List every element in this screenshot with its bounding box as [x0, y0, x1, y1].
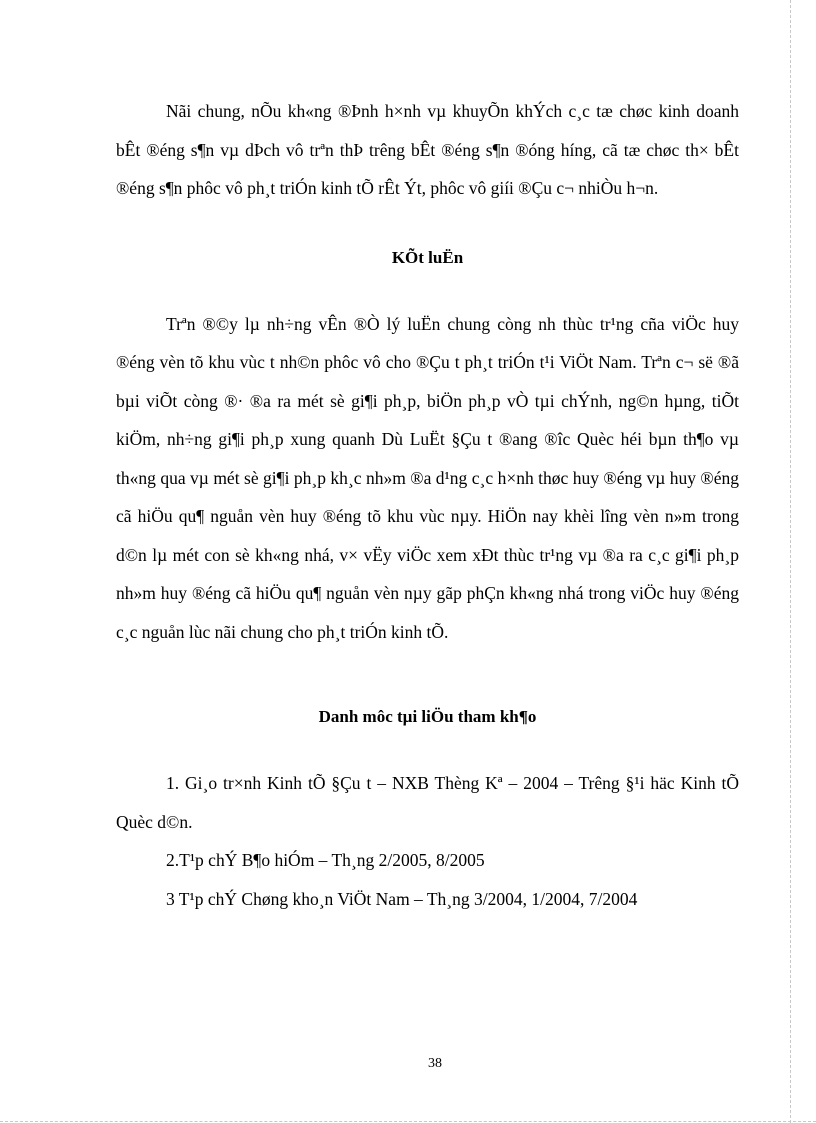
heading-references: Danh môc tµi liÖu tham kh¶o — [318, 707, 537, 726]
reference-item: 1. Gi¸o tr×nh Kinh tÕ §Çu t – NXB Thèng Kª – 2004 – Trêng §¹i häc Kinh tÕ Quèc d©n. — [116, 773, 739, 832]
reference-item: 3 T¹p chÝ Chøng kho¸n ViÖt Nam – Th¸ng 3/2004, 1/2004, 7/2004 — [166, 888, 638, 909]
page-border-bottom — [0, 1121, 816, 1122]
document-body — [116, 92, 739, 918]
paragraph-conclusion: Trªn ®©y lµ nh÷ng vÊn ®Ò lý luËn chung còng nh thùc tr¹ng cña viÖc huy ®éng vèn tõ khu vùc t nh©n phôc vô cho ®Çu t ph¸t triÓn t¹i ViÖt Nam. Trªn c¬ së ®ã bµi viÕt còng ®· ®a ra mét sè gi¶i ph¸p, biÖn ph¸p vÒ tµi chÝnh, ng©n hµng, tiÕt kiÖm, nh÷ng gi¶i ph¸p xung quanh Dù LuËt §Çu t ®ang ®îc Quèc héi bµn th¶o vµ th«ng qua vµ mét sè gi¶i ph¸p kh¸c nh»m ®a d¹ng c¸c h×nh thøc huy ®éng vµ huy ®éng cã hiÖu qu¶ nguån vèn huy ®éng tõ khu vùc nµy. HiÖn nay khèi lîng vèn n»m trong d©n lµ mét con sè kh«ng nhá, v× vËy viÖc xem xÐt thùc tr¹ng vµ ®a ra c¸c gi¶i ph¸p nh»m huy ®éng cã hiÖu qu¶ nguån vèn nµy gãp phÇn kh«ng nhá trong viÖc huy ®éng c¸c nguån lùc nãi chung cho ph¸t triÓn kinh tÕ. — [116, 313, 739, 642]
reference-list — [116, 764, 739, 918]
reference-item: 2.T¹p chÝ B¶o hiÓm – Th¸ng 2/2005, 8/2005 — [166, 850, 485, 870]
paragraph-intro: Nãi chung, nÕu kh«ng ®Þnh h×nh vµ khuyÕn khÝch c¸c tæ chøc kinh doanh bÊt ®éng s¶n vµ dÞch vô trªn thÞ trêng bÊt ®éng s¶n ®óng híng, cã tæ chøc th× bÊt ®éng s¶n phôc vô ph¸t triÓn kinh tÕ rÊt Ýt, phôc vô giíi ®Çu c¬ nhiÒu h¬n. — [116, 101, 739, 198]
heading-conclusion: KÕt luËn — [391, 247, 464, 267]
page-border-right — [790, 0, 791, 1123]
page-number: 38 — [428, 1056, 442, 1071]
